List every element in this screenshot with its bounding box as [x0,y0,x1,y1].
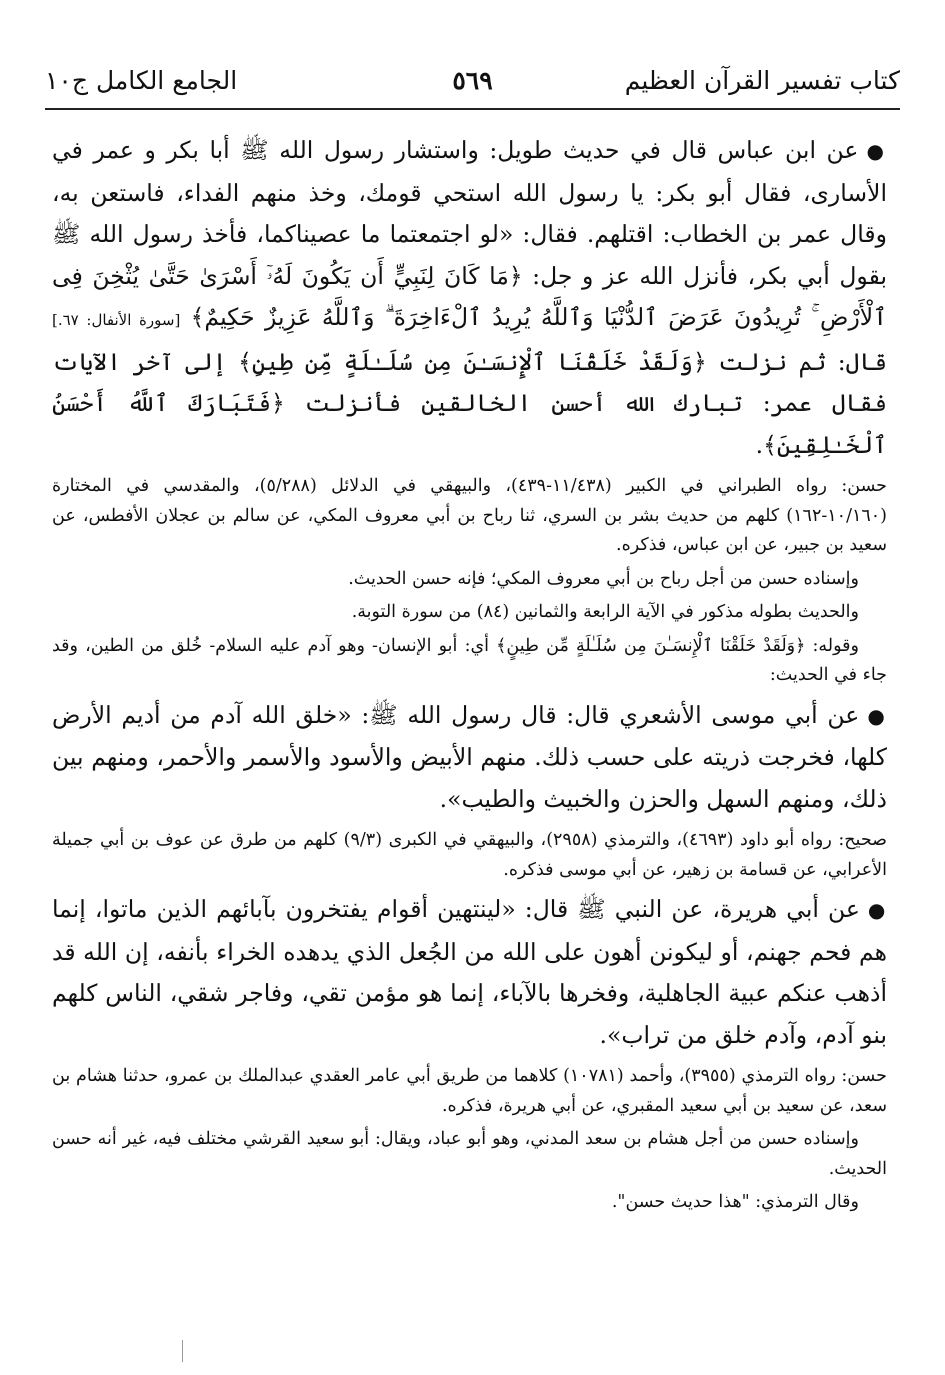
takhrij-note: صحيح: رواه أبو داود (٤٦٩٣)، والترمذي (٢٩٥٨)، والبيهقي في الكبرى (٩/٣) كلهم من طرق عن عوف بن أبي جميلة الأعرابي، عن قسامة بن زهير، عن أبي موسى فذكره. [52,830,887,880]
page-header [45,58,900,110]
cross-reference-note: والحديث بطوله مذكور في الآية الرابعة والثمانين (٨٤) من سورة التوبة. [351,602,859,622]
book-title: كتاب تفسير القرآن العظيم [624,66,900,95]
bullet-icon: ● [867,898,887,922]
hadith-2 [52,695,887,821]
hadith-3-text: عن أبي هريرة، عن النبي ﷺ قال: «لينتهين أقوام يفتخرون بآبائهم الذين ماتوا، إنما هم فحم جهنم، أو ليكونن أهون على الله من الجُعل الذي يدهده الخراء بأنفه، إن الله قد أذهب عنكم عبية الجاهلية، وفخرها بالآباء، إنما هو مؤمن تقي، وفاجر شقي، الناس كلهم بنو آدم، وآدم خلق من تراب». [52,895,887,1049]
bullet-icon: ● [867,703,887,728]
volume-label: الجامع الكامل ج١٠ [45,66,238,95]
isnad-note: وإسناده حسن من أجل هشام بن سعد المدني، وهو أبو عباد، ويقال: أبو سعيد القرشي مختلف فيه، غير أنه حسن الحديث. [52,1129,887,1179]
hadith-1-text: عن ابن عباس قال في حديث طويل: واستشار رسول الله ﷺ أبا بكر و عمر في الأسارى، فقال أبو بكر: يا رسول الله استحي قومك، وخذ منهم الفداء، فاستعن به، وقال عمر بن الخطاب: اقتلهم. فقال: «لو اجتمعتما ما عصيناكما، فأخذ رسول الله ﷺ بقول أبي بكر، فأنزل الله عز و جل: ﴿مَا كَانَ لِنَبِيٍّ أَن يَكُونَ لَهُۥٓ أَسْرَىٰ حَتَّىٰ يُثْخِنَ فِى ٱلْأَرْضِ ۚ تُرِيدُونَ عَرَضَ ٱلدُّنْيَا وَٱللَّهُ يُرِيدُ ٱلْءَاخِرَةَ ۗ وَٱللَّهُ عَزِيزٌ حَكِيمٌ﴾ [52,136,887,331]
takhrij-note: حسن: رواه الترمذي (٣٩٥٥)، وأحمد (١٠٧٨١) كلاهما من طريق أبي عامر العقدي عبدالملك بن عمرو، حدثنا هشام بن سعد، عن سعيد بن أبي سعيد المقبري، عن أبي هريرة، فذكره. [52,1066,887,1116]
isnad-note: وإسناده حسن من أجل رباح بن أبي معروف المكي؛ فإنه حسن الحديث. [348,568,859,589]
commentary-note: وقوله: ﴿وَلَقَدْ خَلَقْنَا ٱلْإِنسَـٰنَ مِن سُلَـٰلَةٍ مِّن طِينٍ﴾ أي: أبو الإنسان- وهو آدم عليه السلام- خُلق من الطين، وقد جاء في الحديث: [52,635,887,685]
scan-mark [182,1340,183,1362]
page-number: ٥٦٩ [452,66,493,95]
bullet-icon: ● [866,139,887,163]
hadith-2-text: عن أبي موسى الأشعري قال: قال رسول الله ﷺ: «خلق الله آدم من أديم الأرض كلها، فخرجت ذريته على حسب ذلك. منهم الأبيض والأسود والأسمر والأحمر، ومنهم بين ذلك، ومنهم السهل والحزن والخبيث والطيب». [52,700,887,813]
hadith-1-continuation: قال: ثم نزلت ﴿وَلَقَدْ خَلَقْنَا ٱلْإِنسَـٰنَ مِن سُلَـٰلَةٍ مِّن طِينٍ﴾ إلى آخر الآيات فقال عمر: تبارك الله أحسن الخالقين فأنزلت ﴿فَتَبَارَكَ ٱللَّهُ أَحْسَنُ ٱلْخَـٰلِقِينَ﴾. [52,347,887,459]
page-body [52,130,887,1222]
surah-reference: [سورة الأنفال: ٦٧.] [52,311,181,329]
hadith-1 [52,130,887,466]
hadith-3 [52,889,887,1056]
takhrij-note: حسن: رواه الطبراني في الكبير (١١/٤٣٨-٤٣٩)، والبيهقي في الدلائل (٥/٢٨٨)، والمقدسي في المختارة (١٠/١٦٠-١٦٢) كلهم من حديث بشر بن السري، ثنا رباح بن أبي معروف المكي، عن سالم بن عجلان الأفطس، عن سعيد بن جبير، عن ابن عباس، فذكره. [52,476,887,555]
tirmidhi-grading-note: وقال الترمذي: "هذا حديث حسن". [611,1192,859,1212]
